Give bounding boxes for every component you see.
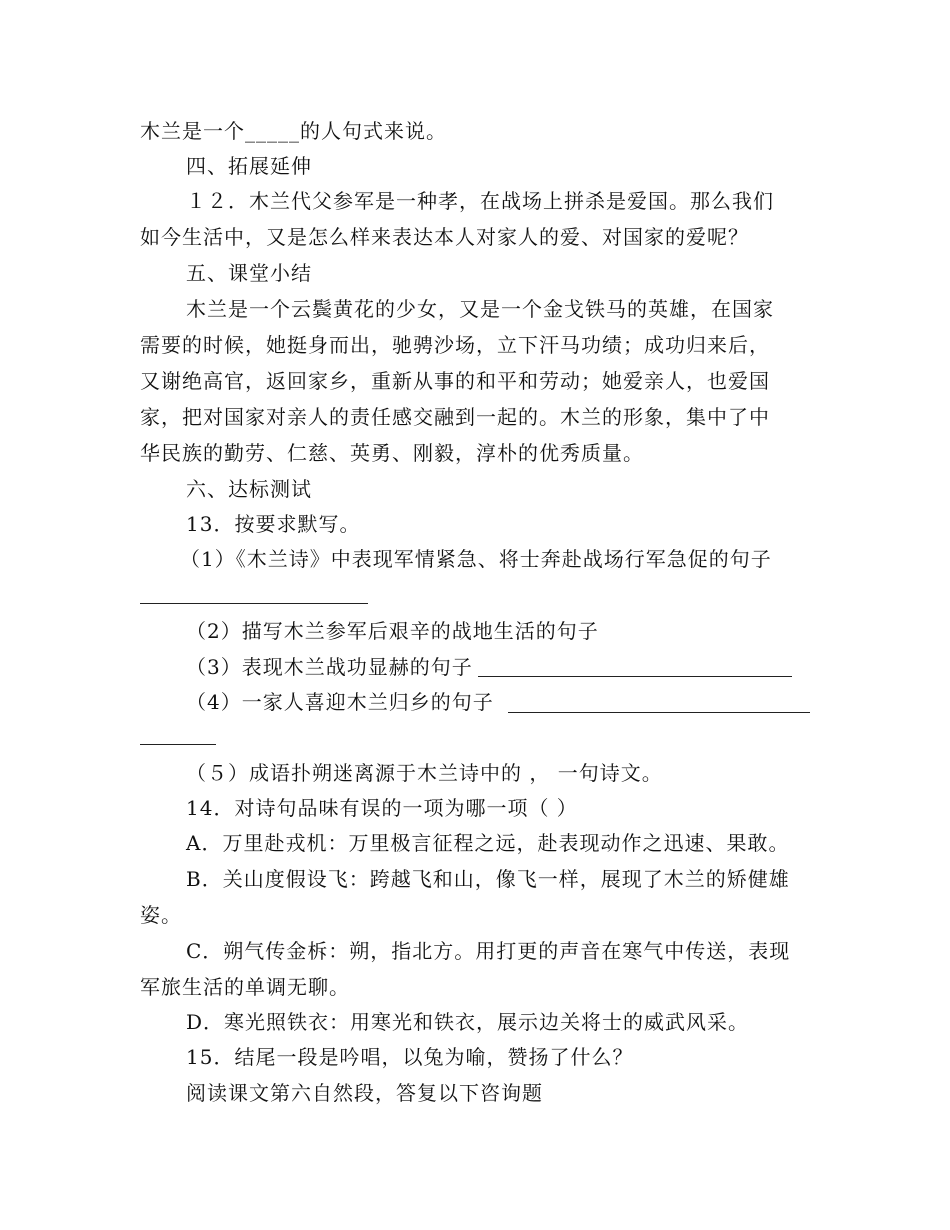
answer-blank-line (140, 744, 216, 745)
question-12: １２．木兰代父参军是一种孝，在战场上拼杀是爱国。那么我们 (186, 189, 774, 213)
option-c: C．朔气传金柝：朔，指北方。用打更的声音在寒气中传送，表现 (186, 939, 791, 963)
summary-paragraph: 木兰是一个云鬓黄花的少女，又是一个金戈铁马的英雄，在国家 (186, 297, 774, 321)
option-a: A．万里赴戎机：万里极言征程之远，赴表现动作之迅速、果敢。 (186, 831, 790, 855)
option-d: D．寒光照铁衣：用寒光和铁衣，展示边关将士的威武风采。 (186, 1010, 750, 1034)
text-line: 如今生活中，又是怎么样来表达本人对家人的爱、对国家的爱呢？ (140, 225, 749, 249)
answer-blank-line (508, 712, 810, 713)
text-line: 姿。 (140, 903, 182, 927)
answer-blank-line (478, 676, 792, 677)
question-13-5: （５）成语扑朔迷离源于木兰诗中的 ， 一句诗文。 (186, 761, 663, 785)
question-13-4: （4）一家人喜迎木兰归乡的句子 (186, 690, 494, 714)
answer-blank-line (140, 603, 368, 604)
section-heading: 六、达标测试 (186, 477, 312, 501)
text-line: 需要的时候，她挺身而出，驰骋沙场，立下汗马功绩；成功归来后， (140, 333, 770, 357)
reading-instruction: 阅读课文第六自然段，答复以下咨询题 (186, 1081, 543, 1105)
text-line: 木兰是一个_____的人句式来说。 (140, 119, 447, 143)
text-line: 华民族的勤劳、仁慈、英勇、刚毅，淳朴的优秀质量。 (140, 441, 644, 465)
text-line: 又谢绝高官，返回家乡，重新从事的和平和劳动；她爱亲人，也爱国 (140, 369, 770, 393)
question-13-3: （3）表现木兰战功显赫的句子 (186, 655, 473, 679)
text-line: 军旅生活的单调无聊。 (140, 975, 350, 999)
question-13-2: （2）描写木兰参军后艰辛的战地生活的句子 (186, 619, 599, 643)
question-14: 14．对诗句品味有误的一项为哪一项（ ） (186, 796, 578, 820)
text-line: 家，把对国家对亲人的责任感交融到一起的。木兰的形象，集中了中 (140, 405, 770, 429)
section-heading: 四、拓展延伸 (186, 154, 312, 178)
section-heading: 五、课堂小结 (186, 261, 312, 285)
question-13-1: （1）《木兰诗》中表现军情紧急、将士奔赴战场行军急促的句子 (180, 547, 772, 571)
question-15: 15．结尾一段是吟唱，以兔为喻，赞扬了什么？ (186, 1045, 634, 1069)
option-b: B．关山度假设飞：跨越飞和山，像飞一样，展现了木兰的矫健雄 (186, 867, 790, 891)
question-13: 13．按要求默写。 (186, 512, 361, 536)
